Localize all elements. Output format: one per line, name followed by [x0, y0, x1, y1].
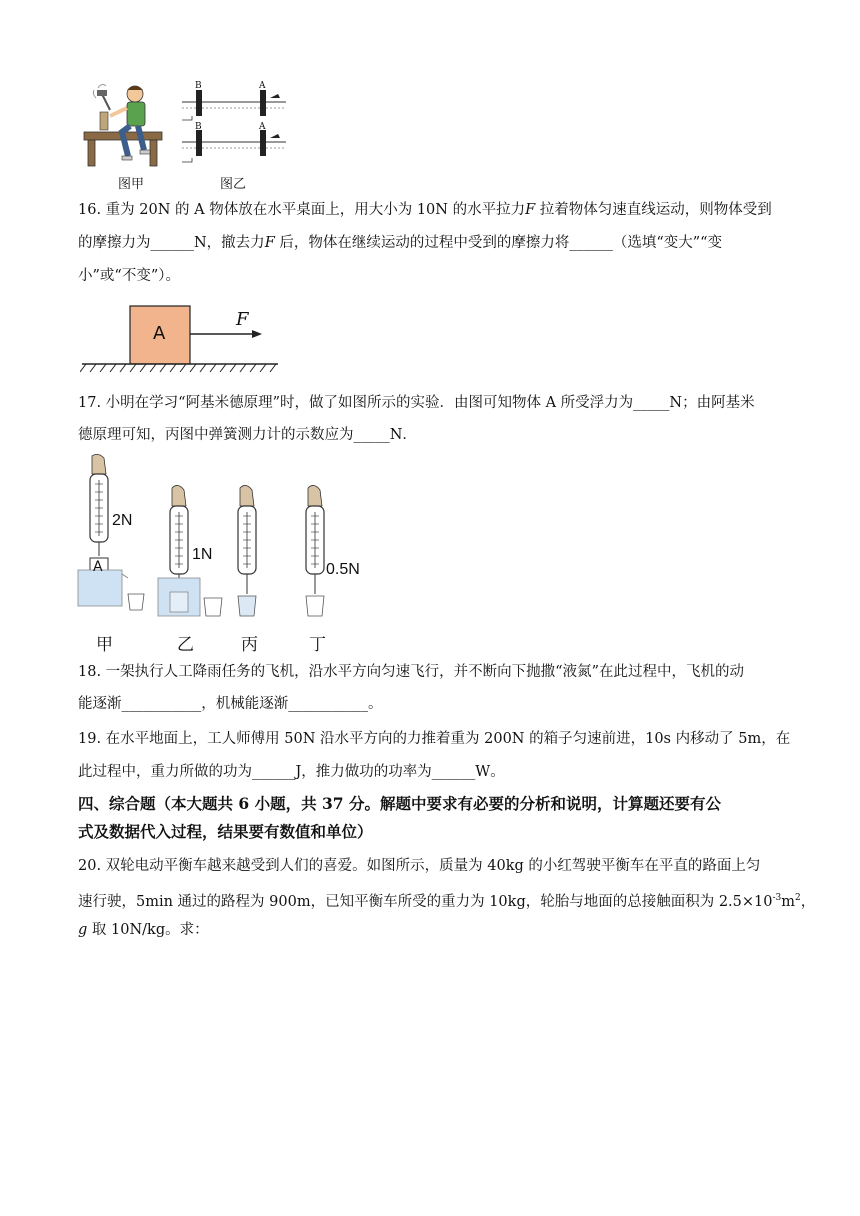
q20-line-2: 速行驶，5min 通过的路程为 900m，已知平衡车所受的重力为 10kg，轮胎与地面的总接触面积为 $2.5\times 10^{-3}m^2$， — [78, 893, 816, 910]
label-bing: 丙 — [241, 635, 258, 655]
section-4-heading-2: 式及数据代入过程，结果要有数值和单位） — [78, 822, 373, 841]
figure-q16 — [80, 300, 280, 375]
figure-yi-marker-b1: B — [195, 81, 202, 91]
figure-yi-marker-b2: B — [195, 122, 202, 132]
reading-ding: 0.5N — [326, 561, 360, 578]
label-jia: 甲 — [96, 635, 113, 655]
q20-line-1: 20. 双轮电动平衡车越来越受到人们的喜爱。如图所示，质量为 40kg 的小红驾驶平衡车在平直的路面上匀 — [78, 858, 761, 874]
reading-jia: 2N — [112, 512, 133, 529]
reading-yi: 1N — [192, 546, 213, 563]
label-ding: 丁 — [309, 635, 326, 655]
q17-line-1: 17. 小明在学习“阿基米德原理”时，做了如图所示的实验．由图可知物体 A 所受浮力为_____N；由阿基米 — [78, 395, 755, 411]
figure-yi-marker-a1: A — [259, 81, 266, 91]
q16-line-3: 小”或“不变”）。 — [78, 268, 180, 284]
figure-yi-marker-a2: A — [259, 122, 266, 132]
q19-line-2: 此过程中，重力所做的功为______J，推力做功的功率为______W。 — [78, 764, 505, 780]
q18-line-2: 能逐渐___________，机械能逐渐___________。 — [78, 696, 383, 712]
q17-line-2: 德原理可知，丙图中弹簧测力计的示数应为_____N． — [78, 427, 417, 443]
q18-line-1: 18. 一架执行人工降雨任务的飞机，沿水平方向匀速飞行，并不断向下抛撒“液氮”在此过程中，飞机的动 — [78, 664, 744, 680]
figure-yi-caption: 图乙 — [220, 177, 247, 192]
force-symbol: F — [264, 235, 275, 251]
q16-line-2: 的摩擦力为______N，撤去力F 后，物体在继续运动的过程中受到的摩擦力将______（选填“变大”“变 — [78, 235, 723, 251]
force-symbol: F — [525, 202, 536, 218]
figure-q17 — [76, 452, 376, 617]
block-a-label: A — [153, 323, 166, 344]
label-yi: 乙 — [177, 635, 194, 655]
q19-line-1: 19. 在水平地面上，工人师傅用 50N 沿水平方向的力推着重为 200N 的箱子匀速前进，10s 内移动了 5m，在 — [78, 731, 791, 747]
figure-jia — [80, 80, 170, 170]
section-4-heading-1: 四、综合题（本大题共 6 小题，共 37 分。解题中要求有必要的分析和说明，计算题还要有公 — [78, 794, 721, 813]
q16-line-1: 16. 重为 20N 的 A 物体放在水平桌面上，用大小为 10N 的水平拉力F 拉着物体匀速直线运动，则物体受到 — [78, 202, 772, 218]
figure-jia-caption: 图甲 — [118, 177, 145, 192]
q20-line-3: g 取 10N/kg。求： — [78, 922, 209, 938]
block-a-jia: A — [93, 559, 103, 575]
force-label: F — [236, 309, 249, 330]
